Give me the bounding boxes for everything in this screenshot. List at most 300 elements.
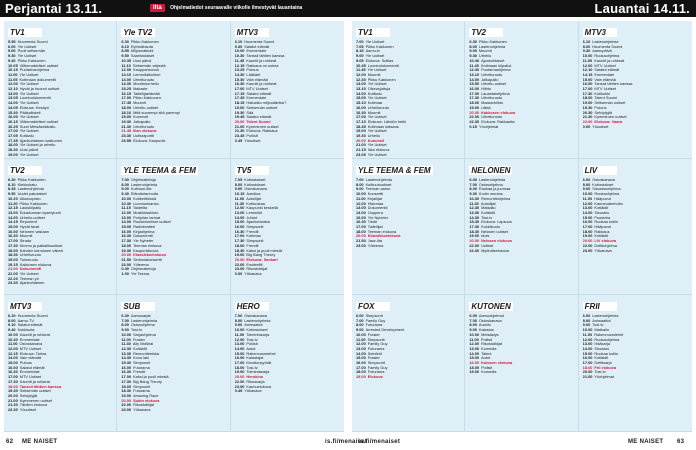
program-title: Salatut elämät xyxy=(244,44,270,49)
program-time: 18.00 xyxy=(8,248,18,253)
program-title: Hyvät ja huonot uutiset xyxy=(19,87,60,92)
program-title: Pikku Kakkonen xyxy=(133,96,161,101)
program-time: 22.00 xyxy=(469,115,480,120)
slogan xyxy=(150,0,302,17)
right-page-channel-block xyxy=(465,159,578,295)
program-title: Yle Teema xyxy=(130,272,150,277)
program-title: Kotiostokset xyxy=(246,328,268,333)
program-title: Yöteema xyxy=(367,243,384,248)
program-time: 9.00 xyxy=(121,328,129,333)
right-page-channel-block xyxy=(352,159,465,295)
program-time: 17.30 xyxy=(582,91,593,96)
program-title: Urheiluruutu xyxy=(133,77,155,82)
program-time: 20.00 xyxy=(469,239,480,244)
program-title: Elokuva xyxy=(367,375,383,380)
program-time: 11.05 xyxy=(8,77,18,82)
program-time: 21.30 xyxy=(8,403,18,408)
program-title: Viittomakieliset uutiset xyxy=(19,119,59,124)
program-title: Pikku Kakkonen xyxy=(365,44,394,49)
program-time: 12.15 xyxy=(8,351,18,356)
program-time: 7.00 xyxy=(234,314,243,318)
program-time: 10.00 xyxy=(469,332,480,337)
program-time: 6.10 xyxy=(582,40,591,44)
program-time: 21.00 xyxy=(356,143,366,148)
program-title: Ruokaa kotiin xyxy=(594,351,618,356)
program-title: Simpsonit xyxy=(367,337,385,342)
program-title: Teeman elokuva xyxy=(367,229,397,234)
program-time: 18.00 xyxy=(582,96,593,101)
left-website: is.fi/menaiset xyxy=(325,439,368,445)
program-title: Autoilua xyxy=(246,192,261,197)
program-listing xyxy=(121,272,225,277)
program-title: Ruokaa kotiin xyxy=(594,220,618,225)
program-time: 22.30 xyxy=(469,248,480,253)
program-title: Urheiluruutu xyxy=(133,124,155,129)
program-time: 18.45 xyxy=(356,124,366,129)
program-time: 13.30 xyxy=(469,210,480,215)
program-time: 11.00 xyxy=(582,196,593,201)
program-time: 16.30 xyxy=(234,229,245,234)
program-time: 9.40 xyxy=(121,192,129,197)
program-title: Hääsarja xyxy=(594,342,610,347)
program-title: Autot xyxy=(246,346,256,351)
program-time: 12.10 xyxy=(582,68,593,73)
channel-name: FOX xyxy=(356,302,390,311)
program-title: Miljoonaklubi xyxy=(130,49,154,54)
left-date: Perjantai 13.11. xyxy=(5,1,103,16)
program-time: 9.00 xyxy=(582,187,591,192)
program-time: 10.00 xyxy=(121,196,132,201)
program-listing xyxy=(469,249,573,254)
program-title: Yöuutiset xyxy=(592,124,609,129)
program-time: 13.00 xyxy=(356,206,366,211)
program-title: Talent Suomi xyxy=(594,96,617,101)
program-time: 15.00 xyxy=(8,361,18,366)
program-time: 19.30 xyxy=(234,110,245,115)
program-time: 12.00 xyxy=(582,201,593,206)
program-title: Ensitreffit xyxy=(246,262,263,267)
program-title: MTV Uutiset xyxy=(594,63,616,68)
program-title: Tosi-tv xyxy=(130,328,143,333)
program-title: Huomenta Suomi xyxy=(17,40,48,44)
program-time: 0.30 xyxy=(121,267,129,272)
program-title: Ruokaohjelma xyxy=(594,192,620,197)
program-title: Yökanava xyxy=(244,389,262,394)
program-time: 22.00 xyxy=(469,243,480,248)
program-title: Yle Nyheter xyxy=(133,239,154,244)
program-time: 10.00 xyxy=(234,328,245,333)
program-time: 17.15 xyxy=(234,91,245,96)
program-title: Kimmo ja paikallisuutiset xyxy=(19,243,63,248)
program-title: Big Bang Theory xyxy=(133,379,162,384)
program-time: 8.00 xyxy=(582,44,591,49)
program-title: Urheilu-uutiset xyxy=(481,82,507,87)
program-title: Sisustus xyxy=(594,346,610,351)
program-title: Kymmenen uutiset xyxy=(246,124,279,129)
program-time: 10.45 xyxy=(356,63,366,68)
program-time: 14.00 xyxy=(121,77,132,82)
program-time: 16.15 xyxy=(8,119,18,124)
program-title: Nelonen vastaan xyxy=(19,229,49,234)
program-time: 18.30 xyxy=(8,148,18,153)
program-time: 10.30 xyxy=(469,196,480,201)
program-title: Idols xyxy=(481,234,490,239)
program-title: Pohjolan tarinat xyxy=(133,215,161,220)
program-time: 12.00 xyxy=(469,342,480,347)
right-website: is.fi/menaiset xyxy=(358,439,401,445)
program-listing xyxy=(583,249,688,254)
program-title: Salatut elämät xyxy=(594,68,620,73)
program-time: 11.00 xyxy=(582,332,593,337)
program-time: 14.00 xyxy=(356,351,366,356)
program-time: 7.00 xyxy=(356,40,364,44)
program-time: 7.00 xyxy=(356,318,364,323)
program-title: Eduskunnan kyselytunti xyxy=(19,210,61,215)
program-time: 23.55 xyxy=(121,138,132,143)
program-time: 16.00 xyxy=(8,229,18,234)
program-title: Arrested Development xyxy=(365,328,405,333)
program-time: 9.00 xyxy=(121,187,129,192)
program-time: 21.00 xyxy=(234,124,245,129)
program-title: Kauniit ja rohkeat xyxy=(19,332,50,337)
program-title: Urheiluruutu xyxy=(19,253,41,258)
program-title: Family Guy xyxy=(365,318,386,323)
program-time: 14.00 xyxy=(356,91,366,96)
program-time: 15.30 xyxy=(469,220,480,225)
channel-name: FRII xyxy=(583,302,617,311)
program-time: 17.00 xyxy=(356,115,366,120)
program-time: 18.15 xyxy=(234,101,245,106)
right-page-number: 63 xyxy=(677,439,685,445)
program-time: 12.00 xyxy=(8,346,18,351)
program-time: 10.00 xyxy=(356,332,366,337)
program-time: 8.00 xyxy=(356,323,364,328)
program-time: 16.00 xyxy=(8,115,18,120)
program-time: 11.10 xyxy=(121,63,131,68)
program-title: Rikostutkijat xyxy=(133,403,155,408)
program-title: Aamu-tv xyxy=(365,49,381,54)
program-time: 11.30 xyxy=(121,342,131,347)
program-time: 11.00 xyxy=(356,196,366,201)
program-title: Tanssii tähtien kanssa xyxy=(19,384,61,389)
program-title: Lastenohjelmia xyxy=(592,314,619,318)
program-time: 14.00 xyxy=(8,215,18,220)
program-title: Teeman yö xyxy=(19,276,39,281)
program-time: 10.00 xyxy=(234,49,245,54)
program-title: Dokumentti xyxy=(133,234,153,239)
program-title: Rakennusmiehet xyxy=(594,332,624,337)
program-time: 7.05 xyxy=(356,44,364,49)
program-time: 20.30 xyxy=(582,110,593,115)
program-time: 15.50 xyxy=(469,82,480,87)
program-time: 23.00 xyxy=(356,243,366,248)
channel-name: LIV xyxy=(583,166,617,175)
program-title: Aamusarjat xyxy=(130,314,151,318)
program-title: Yle Uutiset xyxy=(17,54,37,59)
program-time: 19.00 xyxy=(234,370,245,375)
program-title: Yle Uutiset xyxy=(367,152,387,157)
program-title: Kauniit ja rohkeat xyxy=(246,58,277,63)
program-title: Kotimaan dokumentti xyxy=(19,77,57,82)
program-title: Putous xyxy=(246,68,259,73)
program-title: Futurama xyxy=(367,346,385,351)
program-title: Tanssii tähtien kanssa xyxy=(594,82,633,87)
program-time: 10.00 xyxy=(356,192,366,197)
program-title: Muumit xyxy=(133,101,146,106)
program-title: Matkailu xyxy=(594,328,609,333)
program-time: 0.15 xyxy=(469,124,477,129)
channel-name: MTV3 xyxy=(583,28,617,37)
program-time: 10.30 xyxy=(234,54,245,59)
program-time: 21.00 xyxy=(8,267,18,272)
program-title: Futurama xyxy=(133,365,150,370)
program-time: 14.30 xyxy=(469,215,480,220)
program-title: Putous xyxy=(19,361,32,366)
program-title: Ajankohtainen xyxy=(19,281,45,286)
program-title: Tiede xyxy=(367,220,378,225)
program-time: 16.30 xyxy=(121,370,132,375)
program-listing xyxy=(121,139,225,144)
left-page-channel-block xyxy=(231,21,344,159)
program-title: Yle Uutiset xyxy=(19,115,39,120)
program-title: Talent xyxy=(481,351,492,356)
program-time: 12.00 xyxy=(121,210,132,215)
program-title: Urheiluruutu xyxy=(367,105,389,110)
program-time: 17.30 xyxy=(234,239,245,244)
program-title: Taideilta xyxy=(132,206,148,211)
program-title: Herokino xyxy=(246,375,264,380)
program-title: Dokumentti xyxy=(367,206,388,211)
program-time: 12.30 xyxy=(121,346,132,351)
program-title: Emmerdale xyxy=(19,370,40,375)
program-time: 12.00 xyxy=(121,68,132,73)
program-title: Kotikeittiössä xyxy=(133,196,157,201)
program-time: 21.00 xyxy=(8,398,18,403)
program-time: 15.00 xyxy=(8,225,18,230)
program-title: Jalkapallo xyxy=(481,77,499,82)
channel-name: YLE TEEMA & FEM xyxy=(358,166,431,175)
program-time: 18.30 xyxy=(469,229,480,234)
program-time: 12.00 xyxy=(234,206,245,211)
program-title: Moottoripyörät xyxy=(246,361,272,366)
program-time: 17.00 xyxy=(8,375,18,380)
program-time: 18.00 xyxy=(121,384,132,389)
program-title: Simpsonit xyxy=(133,384,151,389)
program-time: 19.00 xyxy=(8,257,18,262)
program-title: Salatut elämät xyxy=(246,91,272,96)
program-time: 17.10 xyxy=(356,119,366,124)
program-title: Kulttuuriuutiset xyxy=(365,182,392,187)
program-title: Deittiohjelma xyxy=(594,243,617,248)
program-listing xyxy=(469,125,573,130)
program-time: 17.30 xyxy=(121,379,132,384)
right-page-listings xyxy=(352,21,692,432)
program-time: 16.30 xyxy=(121,234,132,239)
program-time: 11.00 xyxy=(234,196,245,201)
program-title: Pikku Kakkonen xyxy=(367,77,396,82)
program-title: Lätkä xyxy=(481,105,491,110)
program-title: Kutosen elokuva xyxy=(481,361,513,366)
channel-name: TV2 xyxy=(8,166,42,175)
program-title: Simpsonit xyxy=(365,314,383,318)
program-time: 12.30 xyxy=(469,206,480,211)
program-time: 8.00 xyxy=(121,323,129,328)
program-time: 21.50 xyxy=(356,239,366,244)
program-time: 19.00 xyxy=(121,393,132,398)
program-time: 19.30 xyxy=(121,248,132,253)
program-title: Salatut elämät xyxy=(246,115,272,120)
program-time: 21.30 xyxy=(582,115,593,120)
program-time: 18.00 xyxy=(8,384,18,389)
program-title: Ryhmähauta xyxy=(130,44,153,49)
program-title: Kotiostokset xyxy=(244,182,266,187)
program-listing xyxy=(356,375,460,380)
program-time: 19.00 xyxy=(469,234,480,239)
program-title: Jazz-ilta xyxy=(367,239,383,244)
program-title: Remonttiohjelma xyxy=(481,196,511,201)
program-title: Illan elokuva xyxy=(133,129,157,134)
right-publication: ME NAISET xyxy=(628,439,664,445)
program-title: Animaatiot xyxy=(592,318,611,323)
program-time: 22.00 xyxy=(234,262,245,267)
left-page-channel-block xyxy=(117,295,230,432)
program-time: 17.30 xyxy=(469,96,480,101)
program-title: Elokuva: Rakkaus xyxy=(246,129,278,134)
program-time: 15.30 xyxy=(121,361,132,366)
program-title: Yle Uutiset xyxy=(367,82,387,87)
program-time: 13.00 xyxy=(582,342,593,347)
program-time: 0.00 xyxy=(582,124,591,129)
program-title: Ostosohjelma xyxy=(130,323,155,328)
program-time: 11.00 xyxy=(8,72,18,77)
program-time: 13.10 xyxy=(356,87,366,92)
program-time: 16.00 xyxy=(582,220,593,225)
program-time: 13.00 xyxy=(234,210,245,215)
program-title: Tosi-tv xyxy=(594,370,606,375)
program-title: Ostosohjelma xyxy=(478,182,503,187)
program-title: Ostoskanava xyxy=(19,342,43,347)
program-time: 8.00 xyxy=(469,44,477,49)
program-time: 14.05 xyxy=(8,105,18,110)
program-title: Kotiostokset xyxy=(244,178,266,182)
program-title: Yle Uutiset ja urheilu xyxy=(19,143,56,148)
program-title: Lastenohjelmia xyxy=(478,44,506,49)
program-time: 13.00 xyxy=(356,346,366,351)
program-title: Yle Uutiset xyxy=(19,91,39,96)
program-time: 18.00 xyxy=(469,365,480,370)
program-title: Frendit xyxy=(133,370,146,375)
program-time: 11.45 xyxy=(234,58,245,63)
program-time: 9.00 xyxy=(469,328,477,333)
program-time: 11.00 xyxy=(582,58,593,63)
program-title: Muumit xyxy=(367,110,381,115)
program-time: 16.00 xyxy=(121,365,132,370)
program-time: 12.00 xyxy=(582,63,593,68)
program-title: Frasier xyxy=(132,337,145,342)
program-time: 15.10 xyxy=(356,101,366,106)
program-time: 10.30 xyxy=(8,337,18,342)
program-title: Mitä suurempi sitä parempi xyxy=(133,110,180,115)
program-title: Kaupunki keskellä xyxy=(246,206,278,211)
program-title: Kalastus xyxy=(478,328,494,333)
program-title: Elokuva: Lapsuus xyxy=(481,220,512,225)
program-time: 13.00 xyxy=(469,346,480,351)
program-title: Salatut elämät xyxy=(17,323,43,328)
program-title: Ostoskanava xyxy=(244,187,267,192)
program-time: 22.00 xyxy=(234,379,245,384)
program-time: 14.30 xyxy=(121,82,132,87)
program-title: Nelosen uutiset xyxy=(481,229,508,234)
channel-name: YLE TEEMA & FEM xyxy=(123,166,196,175)
program-time: 20.00 xyxy=(8,393,18,398)
program-time: 6.10 xyxy=(8,314,16,318)
program-title: Selviytyjät xyxy=(19,393,38,398)
program-time: 14.00 xyxy=(582,210,593,215)
program-time: 14.00 xyxy=(8,356,18,361)
program-title: Sarjaohjelma xyxy=(133,332,156,337)
program-time: 16.30 xyxy=(356,220,366,225)
program-time: 16.00 xyxy=(356,105,366,110)
program-time: 18.00 xyxy=(469,101,480,106)
program-time: 8.00 xyxy=(469,323,477,328)
program-time: 22.20 xyxy=(8,276,18,281)
program-time: 17.00 xyxy=(121,96,132,101)
program-listing xyxy=(356,153,460,158)
left-page-channel-block xyxy=(231,159,344,295)
program-listing xyxy=(583,125,688,130)
program-title: Elämäntarinoita xyxy=(130,192,158,197)
program-title: Kotimaa xyxy=(246,234,261,239)
program-title: Nelosen elokuva xyxy=(481,239,512,244)
program-title: Ruokaohjelma xyxy=(594,337,620,342)
program-time: 9.00 xyxy=(234,323,243,328)
program-time: 23.00 xyxy=(234,384,245,389)
program-title: Lastenohjelmia xyxy=(365,178,392,182)
program-title: Aamu-TV xyxy=(17,318,35,323)
program-title: Kaksi ja puoli miestä xyxy=(133,375,169,380)
program-title: Kotiäidit xyxy=(481,210,495,215)
program-title: Sää xyxy=(246,110,254,115)
program-time: 15.00 xyxy=(356,356,366,361)
program-time: 20.00 xyxy=(234,119,245,124)
program-title: Kotiäidit xyxy=(594,356,609,361)
program-title: Autoilijat xyxy=(480,201,496,206)
program-time: 11.00 xyxy=(469,337,479,342)
program-time: 8.10 xyxy=(8,182,16,187)
program-time: 19.00 xyxy=(234,105,245,110)
program-title: Klassikkoelokuva xyxy=(367,234,401,239)
program-time: 11.00 xyxy=(356,337,366,342)
program-title: Saaristolaiset xyxy=(130,54,155,59)
program-title: Elokuva: Vaara xyxy=(594,119,623,124)
program-title: Kova laki xyxy=(133,356,149,361)
right-page-channel-block xyxy=(465,21,578,159)
program-title: Kirjaohjelma xyxy=(133,229,155,234)
channel-name: NELONEN xyxy=(471,166,511,175)
program-time: 12.15 xyxy=(8,206,18,211)
program-time: 18.00 xyxy=(121,243,132,248)
channel-name: KUTONEN xyxy=(471,302,511,311)
program-title: Hyvät tavat xyxy=(19,225,40,230)
program-time: 17.00 xyxy=(121,375,132,380)
program-title: Radioteatteri xyxy=(133,225,156,230)
program-time: 10.00 xyxy=(8,332,18,337)
program-time: 0.45 xyxy=(234,389,243,394)
program-title: Dokumentti xyxy=(19,267,42,272)
program-time: 22.00 xyxy=(582,243,593,248)
program-time: 19.30 xyxy=(8,389,18,394)
program-title: Seitsemän uutiset xyxy=(19,389,51,394)
